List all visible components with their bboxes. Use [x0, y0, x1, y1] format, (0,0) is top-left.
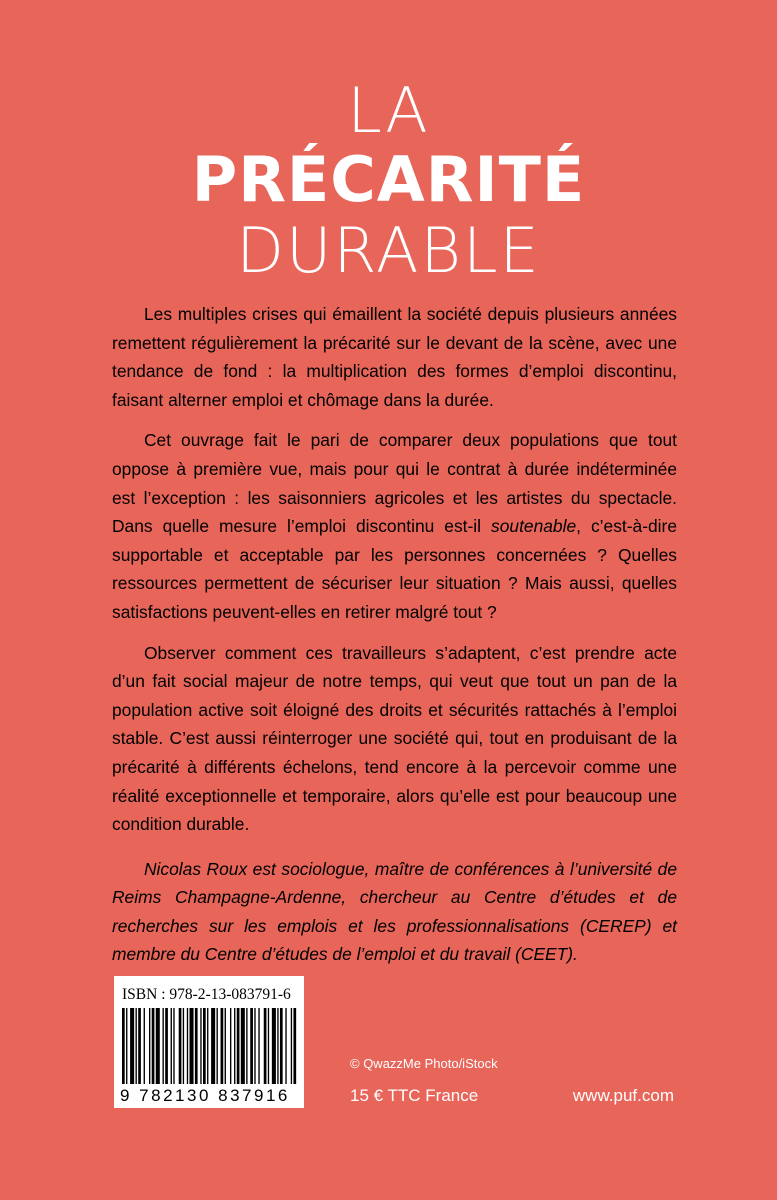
barcode-bar — [217, 1008, 218, 1084]
isbn-label: ISBN : 978-2-13-083791-6 — [122, 986, 291, 1003]
barcode-bar — [225, 1008, 226, 1084]
barcode-bar — [156, 1008, 160, 1084]
price: 15 € TTC France — [350, 1086, 479, 1105]
barcode-bar — [200, 1008, 201, 1084]
barcode-bar — [241, 1008, 245, 1084]
barcode-bar — [221, 1008, 224, 1084]
barcode-bar — [268, 1008, 269, 1084]
publisher-website: www.puf.com — [572, 1086, 674, 1105]
back-cover-text — [112, 300, 677, 981]
barcode-box — [114, 976, 304, 1108]
paragraph-2-emphasis: soutenable — [491, 516, 577, 537]
barcode-bar — [122, 1008, 125, 1084]
barcode-bar — [207, 1008, 208, 1084]
paragraph-2-before: Cet ouvrage fait le pari de comparer deux populations que tout oppose à première vue, mais pour qui le contrat à durée indéterminée est l’exception : les saisonniers agricoles et les artistes du spectacle. Dans quelle mesure l’emploi discontinu est-il — [112, 430, 677, 537]
paragraph-2 — [112, 426, 677, 626]
barcode-bar — [246, 1008, 247, 1084]
barcode-bar — [165, 1008, 168, 1084]
paragraph-3: Observer comment ces travailleurs s’adaptent, c’est prendre acte d’un fait social majeur de notre temps, qui veut que tout un pan de la population active soit éloigné des droits et sécurités rattachés à l’emploi stable. C’est aussi réinterroger une société qui, tout en produisant de la précarité à différents échelons, tend encore à la percevoir comme une réalité exceptionnelle et temporaire, alors qu’elle est pour beaucoup une condition durable. — [112, 642, 677, 835]
photo-credit: © QwazzMe Photo/iStock — [350, 1056, 498, 1071]
paragraph-1: Les multiples crises qui émaillent la société depuis plusieurs années remettent régulièrement la précarité sur le devant de la scène, avec une tendance de fond : la multiplication des formes d’emploi discontinu, faisant alterner emploi et chômage dans la durée. — [112, 304, 677, 410]
barcode-bar — [293, 1008, 296, 1084]
barcode-bar — [144, 1008, 145, 1084]
barcode-bar — [272, 1008, 276, 1084]
barcode-bar — [280, 1008, 283, 1084]
barcode-bar — [149, 1008, 150, 1084]
barcode-bar — [264, 1008, 267, 1084]
barcode-bars — [120, 1008, 298, 1086]
barcode-bar — [250, 1008, 253, 1084]
title-line-2: PRÉCARITÉ — [191, 143, 586, 216]
barcode-number: 9 782130 837916 — [120, 1086, 290, 1105]
barcode-bar — [277, 1008, 278, 1084]
title-line-1: LA — [347, 74, 430, 147]
barcode-bar — [187, 1008, 188, 1084]
barcode-bar — [138, 1008, 141, 1084]
barcode-bar — [291, 1008, 292, 1084]
barcode-bar — [179, 1008, 182, 1084]
barcode-bar — [237, 1008, 240, 1084]
barcode-bar — [163, 1008, 164, 1084]
paragraph-2-after: , c’est-à-dire supportable et acceptable par les personnes concernées ? Quelles ressources permettent de sécuriser leur situation ? Mais aussi, quelles satisfactions peuvent-elles en retirer malgré tout ? — [112, 516, 677, 622]
title-line-3: DURABLE — [236, 214, 541, 287]
barcode-bar — [203, 1008, 206, 1084]
barcode-bar — [195, 1008, 198, 1084]
barcode-bar — [183, 1008, 184, 1084]
barcode-bar — [126, 1008, 127, 1084]
barcode-bar — [173, 1008, 174, 1084]
barcode-bar — [258, 1008, 259, 1084]
author-bio: Nicolas Roux est sociologue, maître de conférences à l’université de Reims Champagne-Ardenne, chercheur au Centre d’études et de recherches sur les emplois et les professionnalisations (CEREP) et membre du Centre d’études de l’emploi et du travail (CEET). — [112, 858, 677, 965]
barcode-bar — [171, 1008, 172, 1084]
barcode-bar — [130, 1008, 134, 1084]
barcode-bar — [285, 1008, 286, 1084]
barcode-bar — [230, 1008, 231, 1084]
barcode-bar — [136, 1008, 137, 1084]
book-title — [0, 74, 777, 287]
barcode-bar — [211, 1008, 215, 1084]
barcode-bar — [234, 1008, 235, 1084]
barcode-bar — [152, 1008, 155, 1084]
barcode-bar — [254, 1008, 255, 1084]
barcode-bar — [190, 1008, 194, 1084]
